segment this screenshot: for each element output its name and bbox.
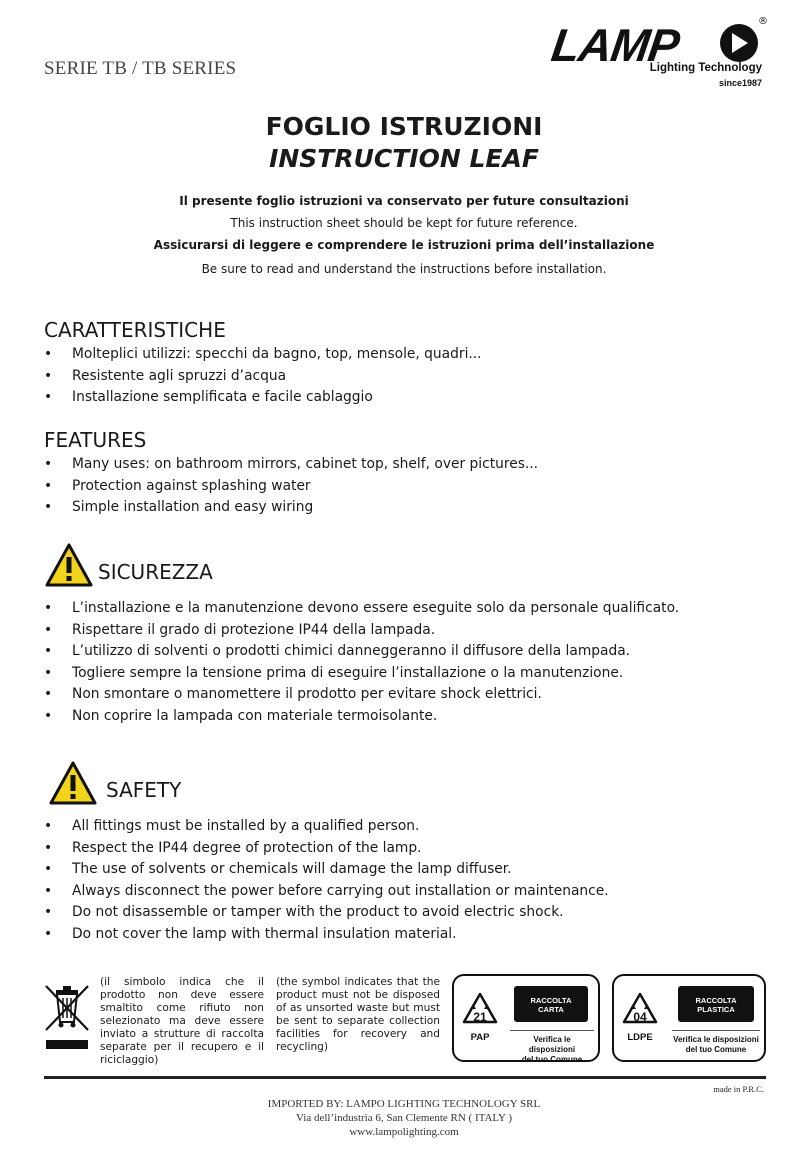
intro-read-it: Assicurarsi di leggere e comprendere le istruzioni prima dell’installazione [153, 238, 655, 252]
paper-material: PAP [470, 1032, 490, 1043]
importer-address: Via dell’industria 6, San Clemente RN ( ITALY ) [296, 1112, 512, 1124]
title-italian: FOGLIO ISTRUZIONI [265, 112, 543, 141]
plastic-verify-text [672, 1030, 760, 1055]
list-item: • Do not cover the lamp with thermal insulation material. [44, 924, 764, 946]
list-item: • The use of solvents or chemicals will damage the lamp diffuser. [44, 859, 764, 881]
paper-verify-line1: Verifica le disposizioni [528, 1035, 576, 1054]
series-label: SERIE TB / TB SERIES [44, 58, 237, 79]
list-item: • Protection against splashing water [44, 476, 764, 498]
heading-safety: SAFETY [106, 778, 182, 802]
plastic-bin-icon [678, 986, 754, 1022]
heading-features: FEATURES [44, 428, 147, 452]
logo-subtitle: Lighting Technology [649, 62, 762, 74]
list-item: • All fittings must be installed by a qualified person. [44, 816, 764, 838]
paper-code: 21 [473, 1010, 487, 1024]
weee-crossed-bin-icon [44, 984, 90, 1054]
logo-since: since1987 [718, 78, 762, 88]
list-features [44, 454, 764, 519]
warning-triangle-icon [48, 760, 98, 806]
plastic-material: LDPE [627, 1032, 653, 1043]
list-sicurezza [44, 598, 764, 727]
paper-verify-line2: del tuo Comune [521, 1055, 583, 1064]
title-english: INSTRUCTION LEAF [269, 144, 539, 173]
website-link[interactable]: www.lampolighting.com [349, 1126, 459, 1138]
lampo-logo [548, 12, 772, 96]
list-item: • L’installazione e la manutenzione devono essere eseguite solo da personale qualificato. [44, 598, 764, 620]
plastic-bin-line1: RACCOLTA [695, 996, 737, 1005]
paper-bin-line2: CARTA [538, 1005, 564, 1014]
warning-triangle-icon [44, 542, 94, 588]
plastic-code: 04 [633, 1010, 647, 1024]
plastic-recycling-box [612, 974, 766, 1062]
paper-bin-icon [514, 986, 588, 1022]
intro-read-en: Be sure to read and understand the instructions before installation. [201, 262, 607, 276]
list-safety [44, 816, 764, 945]
heading-sicurezza: SICUREZZA [98, 560, 213, 584]
plastic-verify-line1: Verifica le disposizioni [673, 1035, 759, 1044]
imported-by: IMPORTED BY: LAMPO LIGHTING TECHNOLOGY SRL [267, 1098, 541, 1110]
paper-verify-text [510, 1030, 594, 1065]
list-item: • Do not disassemble or tamper with the product to avoid electric shock. [44, 902, 764, 924]
paper-bin-line1: RACCOLTA [530, 996, 572, 1005]
intro-keep-en: This instruction sheet should be kept for future reference. [230, 216, 578, 230]
list-item: • Non coprire la lampada con materiale termoisolante. [44, 706, 764, 728]
list-item: • Installazione semplificata e facile cablaggio [44, 387, 764, 409]
list-item: • L’utilizzo di solventi o prodotti chimici danneggeranno il diffusore della lampada. [44, 641, 764, 663]
list-item: • Non smontare o manomettere il prodotto per evitare shock elettrici. [44, 684, 764, 706]
disposal-text-it: (il simbolo indica che il prodotto non deve essere smaltito come rifiuto non selezionato ma deve essere inviato a strutture di raccolta separate per il recupero e il riciclaggio) [100, 976, 264, 1066]
logo-word: LAMP [548, 19, 682, 71]
list-item: • Many uses: on bathroom mirrors, cabinet top, shelf, over pictures... [44, 454, 764, 476]
logo-play-circle-icon [720, 24, 758, 62]
made-in-label: made in P.R.C. [713, 1084, 764, 1094]
list-item: • Togliere sempre la tensione prima di eseguire l’installazione o la manutenzione. [44, 663, 764, 685]
disposal-text-en: (the symbol indicates that the product must not be disposed of as unsorted waste but must be sent to separate collection facilities for recovery and recycling) [276, 976, 440, 1053]
plastic-bin-line2: PLASTICA [697, 1005, 735, 1014]
heading-caratteristiche: CARATTERISTICHE [44, 318, 226, 342]
list-item: • Rispettare il grado di protezione IP44 della lampada. [44, 620, 764, 642]
list-item: • Molteplici utilizzi: specchi da bagno, top, mensole, quadri... [44, 344, 764, 366]
list-item: • Always disconnect the power before carrying out installation or maintenance. [44, 881, 764, 903]
intro-keep-it: Il presente foglio istruzioni va conservato per future consultazioni [179, 194, 629, 208]
logo-registered-mark: ® [758, 16, 768, 27]
list-caratteristiche [44, 344, 764, 409]
list-item: • Simple installation and easy wiring [44, 497, 764, 519]
footer-divider [44, 1076, 766, 1079]
list-item: • Respect the IP44 degree of protection of the lamp. [44, 838, 764, 860]
plastic-verify-line2: del tuo Comune [685, 1045, 747, 1054]
list-item: • Resistente agli spruzzi d’acqua [44, 366, 764, 388]
paper-recycling-box [452, 974, 600, 1062]
